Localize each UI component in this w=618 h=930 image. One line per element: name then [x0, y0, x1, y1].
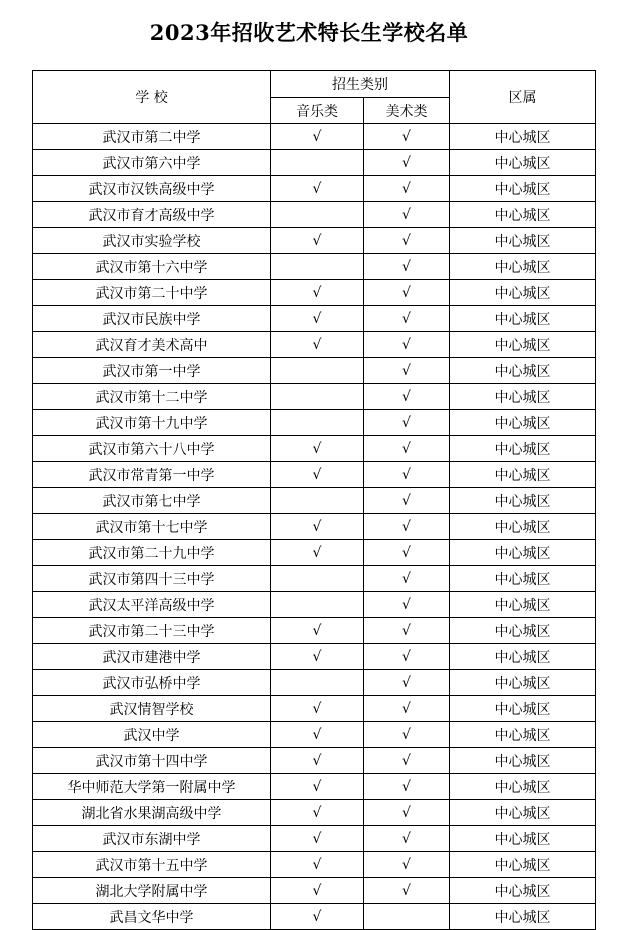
school-name-cell: 武汉太平洋高级中学 [33, 592, 271, 618]
table-row [33, 826, 596, 852]
music-check-cell: √ [271, 124, 364, 150]
music-check-cell [271, 384, 364, 410]
district-cell: 中心城区 [450, 280, 596, 306]
header-category-group: 招生类别 [271, 71, 450, 98]
table-row [33, 514, 596, 540]
art-check-cell: √ [364, 280, 450, 306]
school-name-cell: 武汉市第二十中学 [33, 280, 271, 306]
music-check-cell [271, 358, 364, 384]
school-name-cell: 武汉市建港中学 [33, 644, 271, 670]
district-cell: 中心城区 [450, 514, 596, 540]
art-check-cell: √ [364, 176, 450, 202]
music-check-cell [271, 410, 364, 436]
table-row [33, 254, 596, 280]
table-row [33, 852, 596, 878]
district-cell: 中心城区 [450, 696, 596, 722]
table-row [33, 566, 596, 592]
district-cell: 中心城区 [450, 826, 596, 852]
art-check-cell: √ [364, 514, 450, 540]
school-name-cell: 武汉市第十七中学 [33, 514, 271, 540]
district-cell: 中心城区 [450, 566, 596, 592]
district-cell: 中心城区 [450, 670, 596, 696]
art-check-cell: √ [364, 592, 450, 618]
header-row-top [33, 71, 596, 98]
music-check-cell: √ [271, 878, 364, 904]
art-check-cell: √ [364, 358, 450, 384]
district-cell: 中心城区 [450, 384, 596, 410]
header-art: 美术类 [364, 98, 450, 124]
school-name-cell: 湖北大学附属中学 [33, 878, 271, 904]
table-row [33, 878, 596, 904]
table-row [33, 436, 596, 462]
table-row [33, 176, 596, 202]
music-check-cell: √ [271, 774, 364, 800]
school-name-cell: 武汉市第七中学 [33, 488, 271, 514]
school-name-cell: 武汉市第一中学 [33, 358, 271, 384]
table-row [33, 670, 596, 696]
music-check-cell: √ [271, 644, 364, 670]
table-row [33, 722, 596, 748]
school-name-cell: 武汉市第十四中学 [33, 748, 271, 774]
district-cell: 中心城区 [450, 878, 596, 904]
table-row [33, 644, 596, 670]
art-check-cell: √ [364, 462, 450, 488]
table-row [33, 696, 596, 722]
art-check-cell: √ [364, 410, 450, 436]
district-cell: 中心城区 [450, 462, 596, 488]
music-check-cell: √ [271, 722, 364, 748]
music-check-cell: √ [271, 280, 364, 306]
school-name-cell: 武汉市汉铁高级中学 [33, 176, 271, 202]
art-check-cell: √ [364, 566, 450, 592]
music-check-cell: √ [271, 748, 364, 774]
art-check-cell: √ [364, 488, 450, 514]
district-cell: 中心城区 [450, 540, 596, 566]
art-check-cell: √ [364, 826, 450, 852]
table-row [33, 410, 596, 436]
art-check-cell: √ [364, 436, 450, 462]
district-cell: 中心城区 [450, 852, 596, 878]
music-check-cell: √ [271, 436, 364, 462]
music-check-cell [271, 488, 364, 514]
school-name-cell: 武汉市弘桥中学 [33, 670, 271, 696]
district-cell: 中心城区 [450, 254, 596, 280]
district-cell: 中心城区 [450, 332, 596, 358]
table-body [33, 124, 596, 930]
music-check-cell [271, 150, 364, 176]
music-check-cell: √ [271, 306, 364, 332]
header-school: 学 校 [33, 71, 271, 124]
school-name-cell: 武汉中学 [33, 722, 271, 748]
art-check-cell: √ [364, 852, 450, 878]
district-cell: 中心城区 [450, 592, 596, 618]
school-name-cell: 武汉市第十二中学 [33, 384, 271, 410]
school-name-cell: 武汉市育才高级中学 [33, 202, 271, 228]
table-header [33, 71, 596, 124]
district-cell: 中心城区 [450, 410, 596, 436]
art-check-cell: √ [364, 618, 450, 644]
district-cell: 中心城区 [450, 644, 596, 670]
school-name-cell: 武汉情智学校 [33, 696, 271, 722]
school-name-cell: 武汉市东湖中学 [33, 826, 271, 852]
music-check-cell: √ [271, 228, 364, 254]
music-check-cell: √ [271, 696, 364, 722]
table-row [33, 748, 596, 774]
school-name-cell: 武汉市第十九中学 [33, 410, 271, 436]
art-check-cell: √ [364, 202, 450, 228]
table-row [33, 800, 596, 826]
district-cell: 中心城区 [450, 306, 596, 332]
table-row [33, 358, 596, 384]
art-check-cell: √ [364, 384, 450, 410]
art-check-cell: √ [364, 254, 450, 280]
district-cell: 中心城区 [450, 358, 596, 384]
art-check-cell: √ [364, 670, 450, 696]
music-check-cell: √ [271, 462, 364, 488]
table-row [33, 306, 596, 332]
music-check-cell: √ [271, 852, 364, 878]
art-check-cell: √ [364, 748, 450, 774]
music-check-cell [271, 202, 364, 228]
school-name-cell: 武昌文华中学 [33, 904, 271, 930]
district-cell: 中心城区 [450, 774, 596, 800]
art-check-cell: √ [364, 332, 450, 358]
music-check-cell: √ [271, 618, 364, 644]
district-cell: 中心城区 [450, 488, 596, 514]
music-check-cell: √ [271, 514, 364, 540]
document-title: 2023年招收艺术特长生学校名单 [149, 20, 469, 45]
art-check-cell: √ [364, 228, 450, 254]
table-row [33, 150, 596, 176]
district-cell: 中心城区 [450, 800, 596, 826]
header-music: 音乐类 [271, 98, 364, 124]
school-name-cell: 武汉市常青第一中学 [33, 462, 271, 488]
art-check-cell: √ [364, 306, 450, 332]
district-cell: 中心城区 [450, 202, 596, 228]
district-cell: 中心城区 [450, 436, 596, 462]
table-row [33, 332, 596, 358]
art-check-cell: √ [364, 696, 450, 722]
school-name-cell: 武汉市实验学校 [33, 228, 271, 254]
table-row [33, 618, 596, 644]
school-name-cell: 武汉市第二十三中学 [33, 618, 271, 644]
district-cell: 中心城区 [450, 176, 596, 202]
music-check-cell [271, 670, 364, 696]
music-check-cell: √ [271, 826, 364, 852]
art-check-cell [364, 904, 450, 930]
music-check-cell: √ [271, 904, 364, 930]
school-name-cell: 武汉市第六十八中学 [33, 436, 271, 462]
art-check-cell: √ [364, 540, 450, 566]
table-row [33, 280, 596, 306]
school-name-cell: 武汉市第十五中学 [33, 852, 271, 878]
school-name-cell: 武汉市第四十三中学 [33, 566, 271, 592]
music-check-cell: √ [271, 332, 364, 358]
table-row [33, 124, 596, 150]
school-name-cell: 武汉市民族中学 [33, 306, 271, 332]
district-cell: 中心城区 [450, 150, 596, 176]
district-cell: 中心城区 [450, 748, 596, 774]
music-check-cell: √ [271, 176, 364, 202]
table-row [33, 904, 596, 930]
header-district: 区属 [450, 71, 596, 124]
art-check-cell: √ [364, 878, 450, 904]
art-check-cell: √ [364, 774, 450, 800]
art-check-cell: √ [364, 722, 450, 748]
music-check-cell [271, 566, 364, 592]
school-name-cell: 武汉市第十六中学 [33, 254, 271, 280]
table-row [33, 592, 596, 618]
school-list-table [32, 70, 596, 930]
table-row [33, 384, 596, 410]
music-check-cell [271, 592, 364, 618]
school-name-cell: 湖北省水果湖高级中学 [33, 800, 271, 826]
art-check-cell: √ [364, 150, 450, 176]
table-row [33, 462, 596, 488]
school-name-cell: 武汉市第二十九中学 [33, 540, 271, 566]
school-name-cell: 武汉市第二中学 [33, 124, 271, 150]
art-check-cell: √ [364, 124, 450, 150]
art-check-cell: √ [364, 800, 450, 826]
school-name-cell: 华中师范大学第一附属中学 [33, 774, 271, 800]
table-row [33, 488, 596, 514]
music-check-cell: √ [271, 800, 364, 826]
table-row [33, 774, 596, 800]
music-check-cell: √ [271, 540, 364, 566]
district-cell: 中心城区 [450, 618, 596, 644]
district-cell: 中心城区 [450, 722, 596, 748]
district-cell: 中心城区 [450, 904, 596, 930]
music-check-cell [271, 254, 364, 280]
table-row [33, 540, 596, 566]
school-name-cell: 武汉市第六中学 [33, 150, 271, 176]
table-row [33, 202, 596, 228]
district-cell: 中心城区 [450, 228, 596, 254]
art-check-cell: √ [364, 644, 450, 670]
table-row [33, 228, 596, 254]
school-name-cell: 武汉育才美术高中 [33, 332, 271, 358]
district-cell: 中心城区 [450, 124, 596, 150]
